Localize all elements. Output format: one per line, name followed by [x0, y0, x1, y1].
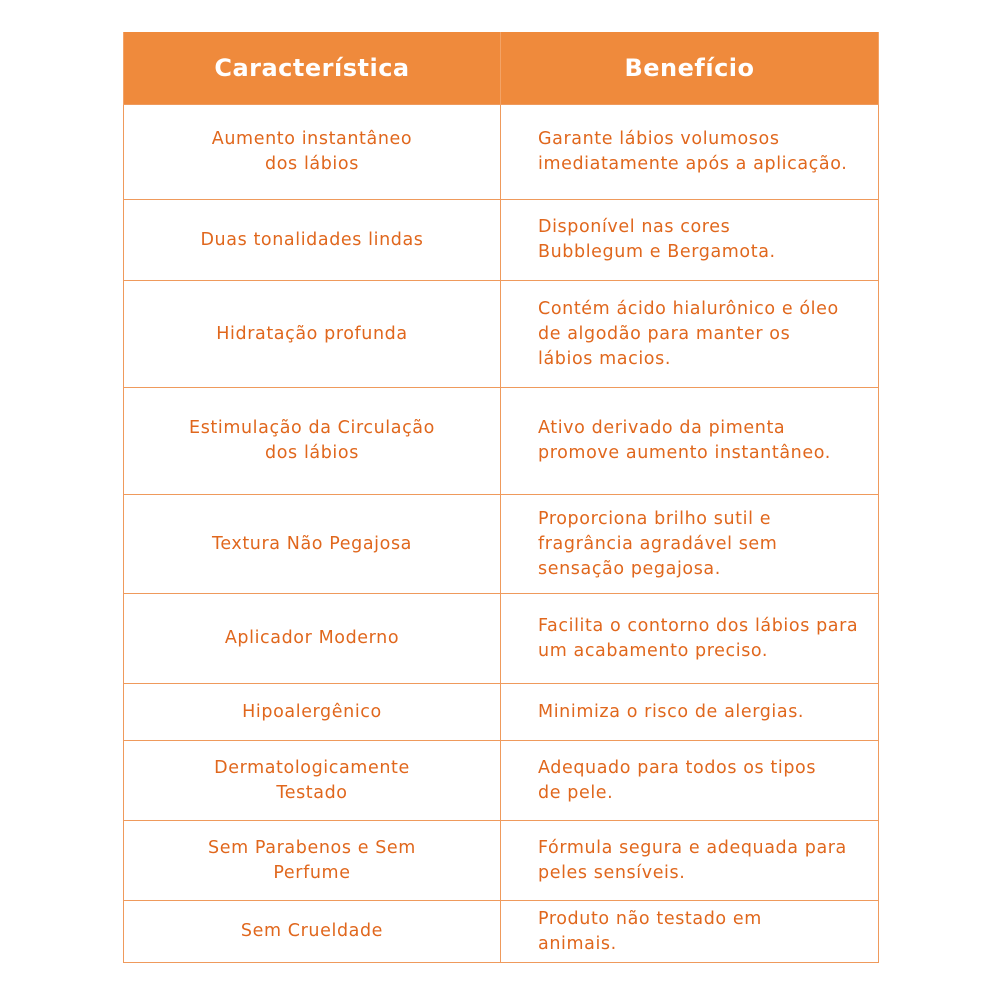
benefit-cell: Minimiza o risco de alergias. [501, 684, 879, 741]
table-row [124, 388, 879, 495]
table-row [124, 281, 879, 388]
feature-cell: Aumento instantâneo dos lábios [124, 105, 501, 200]
feature-cell: Sem Crueldade [124, 901, 501, 963]
benefit-cell: Produto não testado em animais. [501, 901, 879, 963]
table-row [124, 105, 879, 200]
feature-cell: Hidratação profunda [124, 281, 501, 388]
benefit-cell: Adequado para todos os tipos de pele. [501, 741, 879, 821]
benefit-cell: Facilita o contorno dos lábios para um acabamento preciso. [501, 594, 879, 684]
header-row [124, 32, 879, 105]
feature-cell: Hipoalergênico [124, 684, 501, 741]
benefit-cell: Garante lábios volumosos imediatamente após a aplicação. [501, 105, 879, 200]
feature-cell: Aplicador Moderno [124, 594, 501, 684]
table-row [124, 200, 879, 281]
benefit-cell: Proporciona brilho sutil e fragrância agradável sem sensação pegajosa. [501, 495, 879, 594]
table-body [124, 105, 879, 963]
feature-cell: Duas tonalidades lindas [124, 200, 501, 281]
header-feature: Característica [124, 32, 501, 105]
table-header [124, 32, 879, 105]
table-row [124, 741, 879, 821]
benefit-cell: Contém ácido hialurônico e óleo de algodão para manter os lábios macios. [501, 281, 879, 388]
feature-cell: Dermatologicamente Testado [124, 741, 501, 821]
table-row [124, 821, 879, 901]
header-benefit: Benefício [501, 32, 879, 105]
table-row [124, 495, 879, 594]
benefit-cell: Ativo derivado da pimenta promove aumento instantâneo. [501, 388, 879, 495]
table-row [124, 901, 879, 963]
feature-cell: Estimulação da Circulação dos lábios [124, 388, 501, 495]
comparison-table-container [123, 32, 878, 963]
table-row [124, 684, 879, 741]
feature-cell: Sem Parabenos e Sem Perfume [124, 821, 501, 901]
feature-cell: Textura Não Pegajosa [124, 495, 501, 594]
table-row [124, 594, 879, 684]
benefit-cell: Fórmula segura e adequada para peles sensíveis. [501, 821, 879, 901]
feature-benefit-table [123, 32, 879, 963]
benefit-cell: Disponível nas cores Bubblegum e Bergamota. [501, 200, 879, 281]
